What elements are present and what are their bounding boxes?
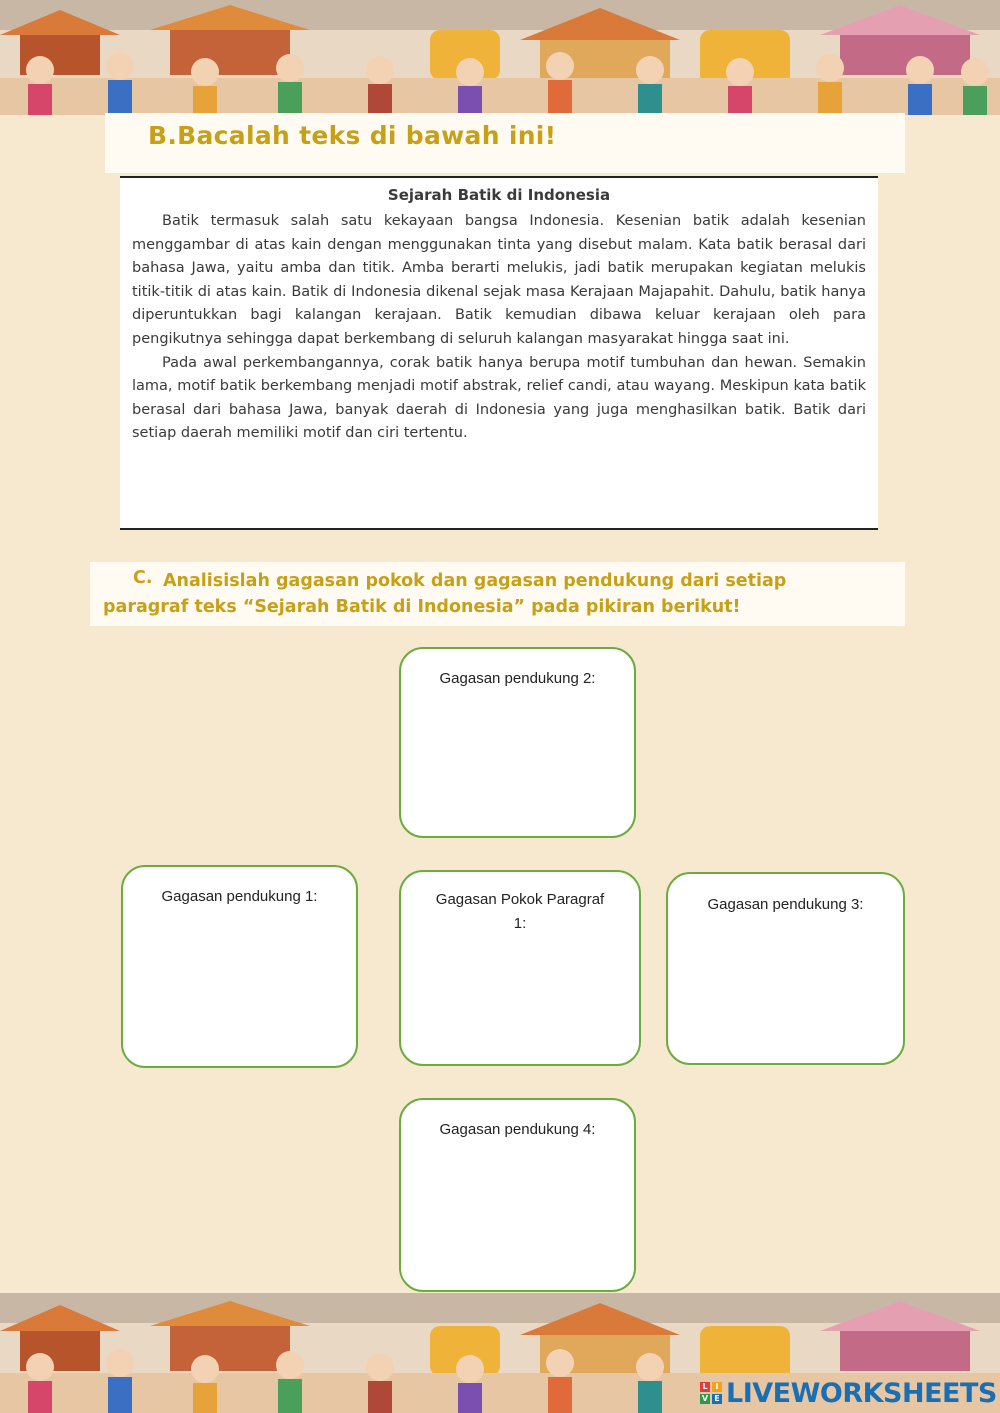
logo-mark-e: E <box>712 1394 722 1404</box>
main-idea-label: Gagasan Pokok Paragraf 1: <box>435 891 605 932</box>
logo-mark-l: L <box>700 1382 710 1392</box>
section-c-line-1: Analisislah gagasan pokok dan gagasan pendukung dari setiap <box>163 571 787 591</box>
supporting-idea-3-label: Gagasan pendukung 3: <box>707 896 864 913</box>
section-c-line-2: paragraf teks “Sejarah Batik di Indonesia” pada pikiran berikut! <box>103 597 741 617</box>
supporting-idea-1-label: Gagasan pendukung 1: <box>161 888 318 905</box>
supporting-idea-1-box[interactable] <box>121 865 358 1068</box>
liveworksheets-logo-mark <box>700 1382 722 1404</box>
supporting-idea-2-box[interactable] <box>399 647 636 838</box>
supporting-idea-4-label: Gagasan pendukung 4: <box>439 1121 596 1138</box>
section-b-header <box>105 113 905 173</box>
reading-paragraph-1 <box>132 210 866 352</box>
reading-passage <box>120 176 878 530</box>
supporting-idea-3-box[interactable] <box>666 872 905 1065</box>
logo-mark-v: V <box>701 1394 709 1403</box>
liveworksheets-logo <box>700 1376 997 1410</box>
reading-paragraph-2-text: Pada awal perkembangannya, corak batik hanya berupa motif tumbuhan dan hewan. Semakin lama, motif batik berkembang menjadi motif abstrak, relief candi, atau wayang. Meskipun kata batik berasal dari bahasa Jawa, banyak daerah di Indonesia yang juga menghasilkan batik. Batik dari setiap daerah memiliki motif dan ciri tertentu. <box>132 354 866 442</box>
reading-paragraph-1-text: Batik termasuk salah satu kekayaan bangsa Indonesia. Kesenian batik adalah kesenian menggambar di atas kain dengan menggunakan tinta yang disebut malam. Kata batik berasal dari bahasa Jawa, yaitu amba dan titik. Amba berarti melukis, jadi batik merupakan kegiatan melukis titik-titik di atas kain. Batik di Indonesia dikenal sejak masa Kerajaan Majapahit. Dahulu, batik hanya diperuntukkan bagi kalangan kerajaan. Batik kemudian dibawa keluar kerajaan oleh para pengikutnya sehingga dapat berkembang di seluruh kalangan masyarakat hingga saat ini. <box>132 213 866 347</box>
reading-paragraph-2 <box>132 352 866 446</box>
main-idea-box[interactable] <box>399 870 641 1066</box>
liveworksheets-logo-text: LIVEWORKSHEETS <box>726 1377 997 1409</box>
supporting-idea-4-box[interactable] <box>399 1098 636 1292</box>
supporting-idea-2-label: Gagasan pendukung 2: <box>439 670 596 687</box>
reading-title: Sejarah Batik di Indonesia <box>387 186 611 204</box>
section-c-instruction <box>103 568 891 620</box>
section-c-letter: C. <box>133 568 153 588</box>
section-c-header <box>90 562 905 626</box>
section-b-heading: B.Bacalah teks di bawah ini! <box>148 121 557 150</box>
logo-mark-i: I <box>712 1382 722 1392</box>
top-banner-illustration <box>0 0 1000 115</box>
